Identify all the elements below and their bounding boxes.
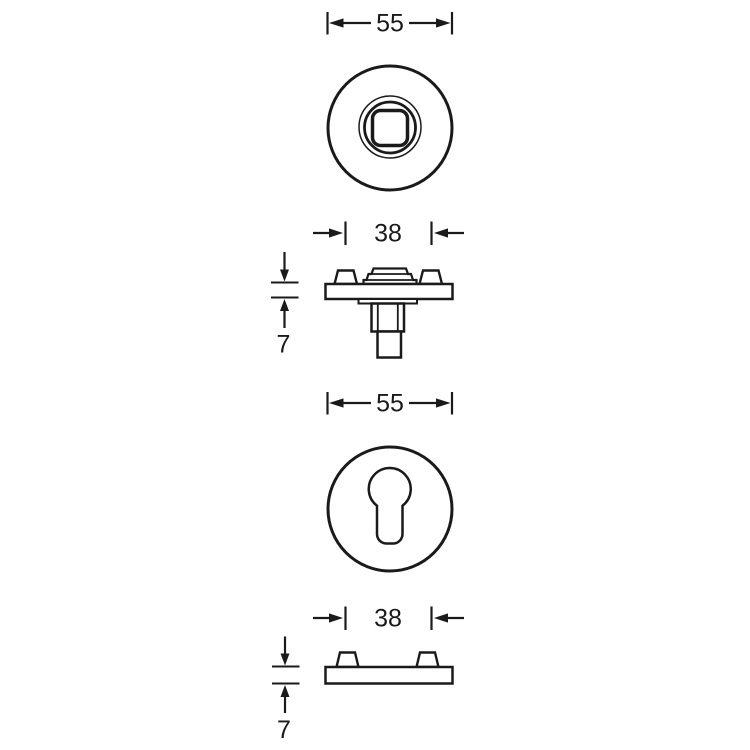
- dimension-label: 38: [374, 604, 402, 633]
- arrow-left-icon: [329, 18, 344, 27]
- dimension-38-bottom: [313, 605, 464, 633]
- square-spindle-hole: [373, 111, 408, 146]
- arrow-down-icon: [280, 270, 289, 282]
- spindle-bushing: [372, 304, 405, 332]
- rose-plate: [326, 284, 453, 299]
- escutcheon-plate: [326, 667, 453, 684]
- dimension-label: 38: [374, 219, 402, 248]
- rose-side-view: [326, 269, 453, 358]
- dimension-55-bottom: [328, 390, 453, 418]
- arrow-left-icon: [434, 613, 448, 622]
- arrow-right-icon: [329, 613, 343, 622]
- screw-boss-right: [417, 653, 439, 668]
- escutcheon-front-view: [328, 447, 452, 571]
- arrow-right-icon: [436, 18, 451, 27]
- spindle-end: [378, 332, 402, 358]
- dimension-38-top: [313, 220, 464, 248]
- screw-boss-right: [420, 271, 443, 285]
- dimension-label: 7: [276, 330, 291, 359]
- screw-boss-left: [337, 653, 359, 668]
- dimension-label: 7: [277, 716, 291, 744]
- arrow-down-icon: [281, 654, 290, 666]
- dimension-7-top: [271, 252, 299, 359]
- dimension-label: 55: [376, 389, 404, 418]
- rose-front-view: [328, 66, 452, 190]
- center-hub-steps: [364, 269, 417, 285]
- arrow-left-icon: [434, 228, 448, 237]
- dimension-label: 55: [376, 9, 404, 38]
- escutcheon-side-view: [326, 653, 453, 684]
- dimension-7-bottom: [272, 637, 300, 745]
- arrow-right-icon: [436, 398, 451, 407]
- arrow-left-icon: [329, 398, 344, 407]
- dimension-55-top: [328, 10, 453, 38]
- arrow-right-icon: [329, 228, 343, 237]
- screw-boss-left: [335, 271, 358, 285]
